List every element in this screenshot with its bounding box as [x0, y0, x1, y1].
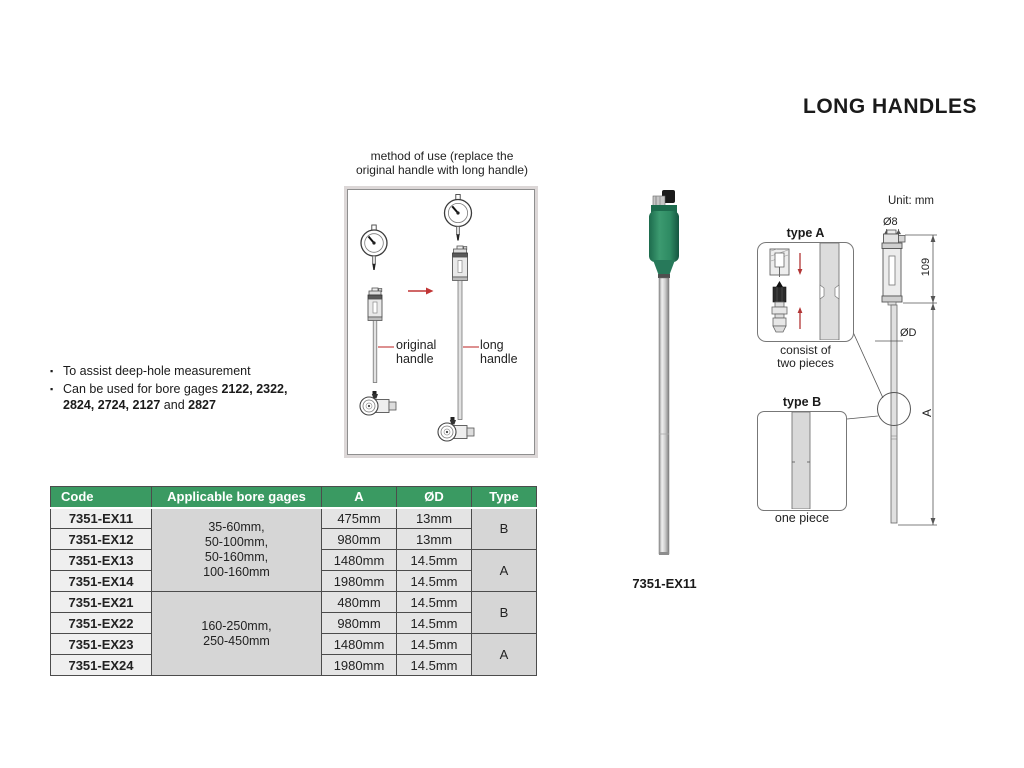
method-caption — [336, 149, 548, 177]
gage-range-line: 50-100mm, — [204, 534, 269, 549]
drawing-rod — [891, 305, 897, 523]
method-diagram-box — [347, 189, 535, 455]
cell-code: 7351-EX23 — [51, 634, 152, 655]
cell-code: 7351-EX13 — [51, 550, 152, 571]
cell-code: 7351-EX24 — [51, 655, 152, 676]
dim-total-length-a: A — [920, 409, 934, 418]
cell-d: 14.5mm — [397, 655, 472, 676]
table-header-gages: Applicable bore gages — [152, 487, 322, 508]
cell-d: 14.5mm — [397, 550, 472, 571]
rod — [659, 278, 669, 554]
cell-d: 14.5mm — [397, 613, 472, 634]
cell-code: 7351-EX11 — [51, 508, 152, 529]
dim-109: 109 — [920, 257, 932, 277]
table-row — [51, 592, 537, 613]
bore-gage-head-drawing-left — [360, 391, 396, 415]
type-a-box — [757, 242, 854, 342]
original-handle-label — [396, 339, 436, 366]
cell-d: 13mm — [397, 529, 472, 550]
cell-type: A — [472, 550, 537, 592]
cell-d: 14.5mm — [397, 592, 472, 613]
dial-indicator-drawing-right — [445, 195, 472, 241]
type-a-caption-line1: consist of — [780, 343, 831, 357]
type-a-caption — [752, 344, 859, 370]
table-header-row — [51, 487, 537, 508]
table-row — [51, 508, 537, 529]
leader-to-type-b — [847, 416, 878, 419]
bullet2-models: 2122, 2322, 2824, 2724, 2127 — [63, 381, 288, 412]
assemble-arrow-up-icon — [798, 307, 803, 329]
table-header-type: Type — [472, 487, 537, 508]
cell-d: 14.5mm — [397, 571, 472, 592]
drawing-clamp-screw — [899, 236, 906, 243]
feature-bullet-1 — [50, 363, 300, 380]
cell-type: B — [472, 508, 537, 550]
type-b-title: type B — [782, 395, 822, 409]
page-title: LONG HANDLES — [803, 95, 977, 118]
bore-gage-head-drawing-right — [438, 417, 474, 441]
cell-gage-group1 — [152, 508, 322, 592]
handle-grip — [649, 211, 679, 262]
cell-a: 475mm — [322, 508, 397, 529]
product-photo-long-handle — [640, 184, 700, 576]
cell-a: 480mm — [322, 592, 397, 613]
original-handle-label-line1: original — [396, 338, 437, 352]
original-handle-label-line2: handle — [396, 351, 434, 366]
replace-arrow-icon — [408, 288, 434, 295]
method-caption-line1: method of use (replace the — [370, 149, 514, 163]
cell-a: 1980mm — [322, 655, 397, 676]
gage-range-line: 50-160mm, — [204, 549, 269, 564]
original-handle-drawing — [368, 288, 382, 383]
drawing-clamp — [884, 234, 899, 243]
feature-list — [50, 363, 300, 415]
cell-code: 7351-EX14 — [51, 571, 152, 592]
type-b-caption: one piece — [774, 511, 830, 525]
drawing-clamp-top — [887, 230, 896, 234]
spec-table — [50, 486, 537, 676]
socket-piece — [770, 249, 789, 277]
type-a-title: type A — [786, 226, 825, 240]
cell-type: B — [472, 592, 537, 634]
type-a-drawing — [758, 243, 852, 340]
table-header-a: A — [322, 487, 397, 508]
cell-d: 14.5mm — [397, 634, 472, 655]
cell-a: 1480mm — [322, 550, 397, 571]
cell-code: 7351-EX12 — [51, 529, 152, 550]
cell-a: 1480mm — [322, 634, 397, 655]
cell-code: 7351-EX21 — [51, 592, 152, 613]
cell-a: 1980mm — [322, 571, 397, 592]
cell-gage-group2 — [152, 592, 322, 676]
unit-note: Unit: mm — [888, 195, 934, 207]
cell-a: 980mm — [322, 529, 397, 550]
gage-range-line: 160-250mm, — [201, 618, 272, 633]
gage-range-line: 100-160mm — [203, 564, 270, 579]
bullet-square-icon: ▪ — [50, 366, 54, 376]
handle-taper — [653, 260, 675, 276]
bullet2-model-last: 2827 — [188, 398, 216, 412]
dim-rod-diameter: ØD — [900, 327, 917, 339]
gage-range-line: 250-450mm — [203, 633, 270, 648]
cell-type: A — [472, 634, 537, 676]
gage-range-line: 35-60mm, — [208, 519, 265, 534]
threaded-piece — [772, 281, 787, 332]
table-header-code: Code — [51, 487, 152, 508]
long-handle-label — [480, 339, 518, 366]
long-handle-label-line1: long — [480, 338, 504, 352]
bullet2-plain-2: and — [160, 398, 189, 412]
cell-d: 13mm — [397, 508, 472, 529]
product-code-label: 7351-EX11 — [632, 576, 697, 591]
dim-diameter-8: Ø8 — [883, 216, 898, 228]
assemble-arrow-down-icon — [798, 253, 803, 275]
type-a-caption-line2: two pieces — [777, 356, 834, 370]
dial-indicator-drawing-left — [361, 225, 387, 270]
long-handle-label-line2: handle — [480, 351, 518, 366]
feature-bullet-2 — [50, 381, 300, 414]
feature-bullet-1-text: To assist deep-hole measurement — [63, 364, 251, 378]
bullet2-plain-1: Can be used for bore gages — [63, 381, 222, 396]
one-piece-rod — [792, 412, 810, 509]
method-caption-line2: original handle with long handle) — [355, 163, 529, 177]
type-b-drawing — [758, 412, 845, 509]
bullet-square-icon: ▪ — [50, 383, 54, 394]
long-handle-drawing — [453, 246, 468, 420]
cell-code: 7351-EX22 — [51, 613, 152, 634]
type-b-box — [757, 411, 847, 511]
method-diagram-drawing — [348, 190, 534, 454]
feature-bullet-2-text — [63, 381, 288, 414]
table-header-d: ØD — [397, 487, 472, 508]
cell-a: 980mm — [322, 613, 397, 634]
